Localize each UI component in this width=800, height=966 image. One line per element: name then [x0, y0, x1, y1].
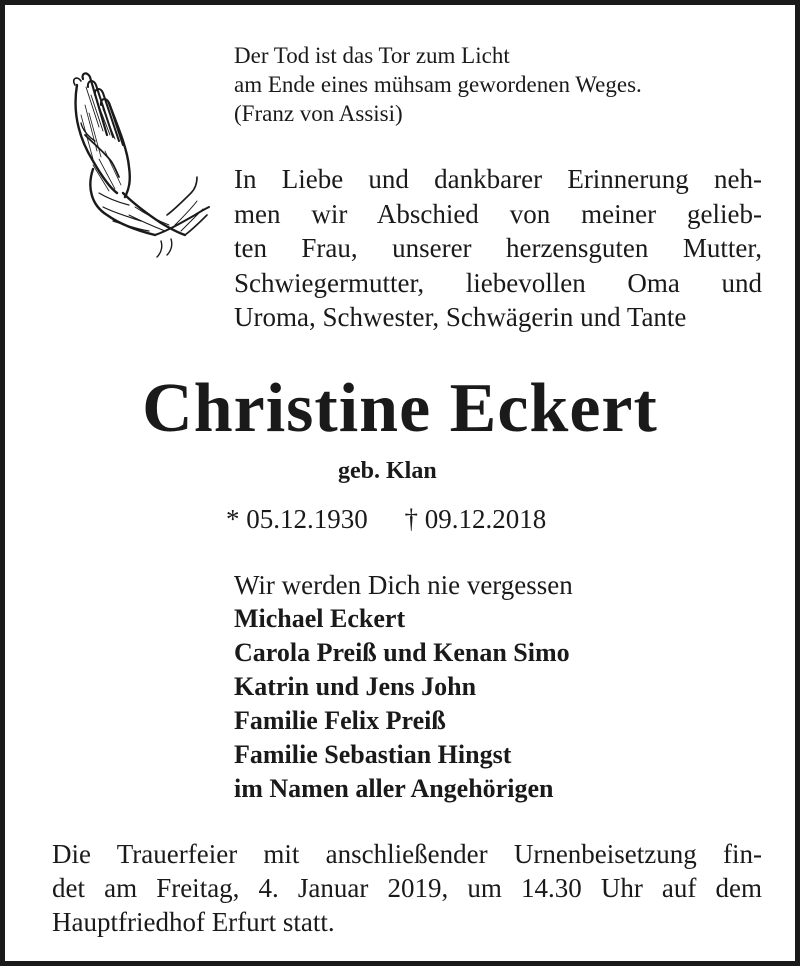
deceased-name: Christine Eckert	[142, 370, 658, 447]
quote-line: am Ende eines mühsam gewordenen Weges.	[234, 72, 642, 97]
quote-line: Der Tod ist das Tor zum Licht	[234, 43, 510, 68]
quote-author: (Franz von Assisi)	[234, 101, 403, 126]
notice-line: Die Trauerfeier mit anschließender Urnenbeisetzung fin-	[52, 839, 762, 869]
notice-line: Hauptfriedhof Erfurt statt.	[52, 907, 335, 937]
family-member: Katrin und Jens John	[234, 672, 477, 701]
funeral-notice	[52, 837, 762, 939]
intro-paragraph	[234, 162, 762, 335]
family-member: Michael Eckert	[234, 604, 406, 633]
intro-line: Schwiegermutter, liebevollen Oma und	[234, 267, 762, 298]
family-signatures	[234, 568, 573, 806]
praying-hands-icon	[63, 65, 213, 260]
closing-line: Wir werden Dich nie vergessen	[234, 570, 573, 600]
birth-date: * 05.12.1930	[226, 504, 368, 534]
intro-line: men wir Abschied von meiner gelieb-	[234, 198, 762, 229]
intro-line: Uroma, Schwester, Schwägerin und Tante	[234, 302, 687, 332]
family-member: im Namen aller Angehörigen	[234, 774, 554, 803]
intro-line: ten Frau, unserer herzensguten Mutter,	[234, 233, 762, 263]
maiden-name: geb. Klan	[338, 458, 437, 484]
family-member: Familie Felix Preiß	[234, 706, 446, 735]
intro-line: In Liebe und dankbarer Erinnerung neh-	[234, 164, 762, 194]
death-date: † 09.12.2018	[404, 504, 547, 534]
life-dates	[226, 502, 546, 536]
notice-line: det am Freitag, 4. Januar 2019, um 14.30 Uhr auf dem	[52, 873, 762, 903]
family-member: Familie Sebastian Hingst	[234, 740, 512, 769]
family-member: Carola Preiß und Kenan Simo	[234, 638, 570, 667]
quote-block	[234, 41, 642, 128]
